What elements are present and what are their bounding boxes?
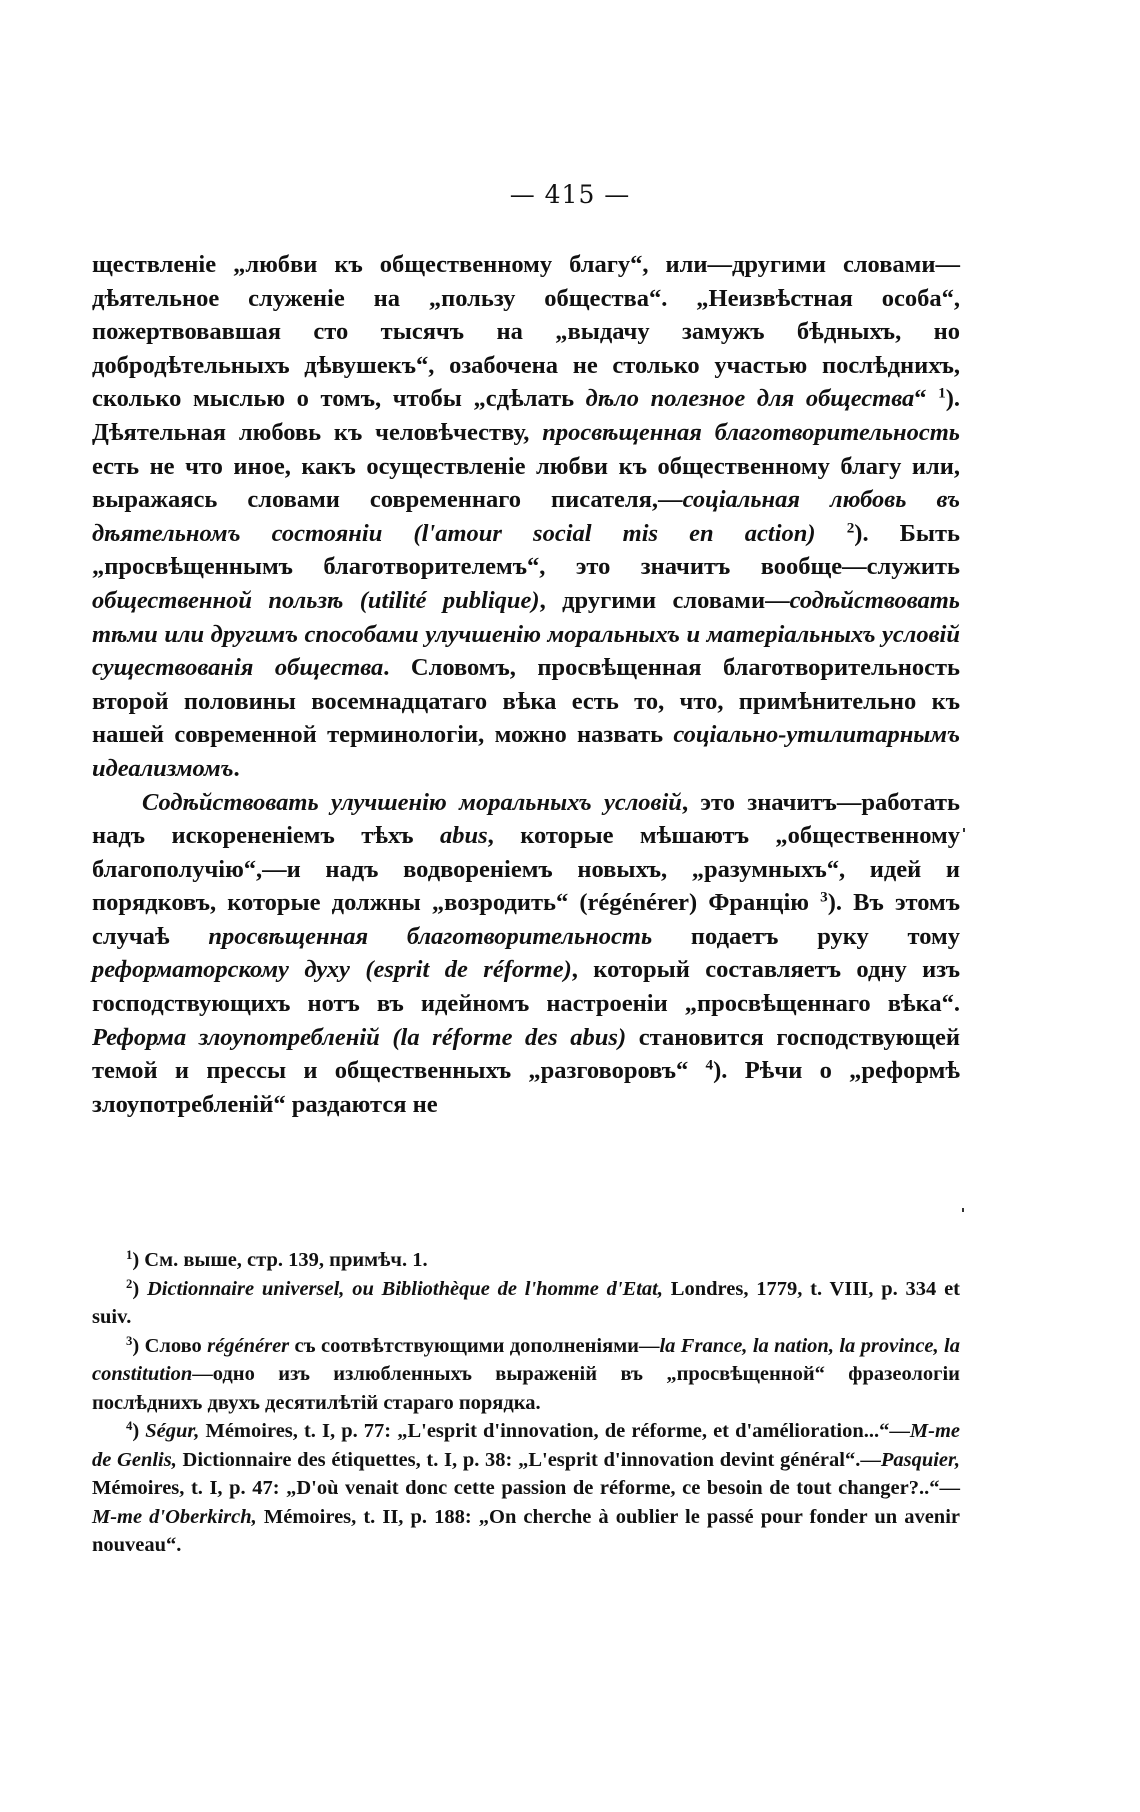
italic-text: реформаторскому духу (esprit de réforme) [92,956,572,984]
italic-text: соціальная любовь въ дѣятельномъ состояніи (l'amour social mis en action) [92,486,961,547]
text-run: ). Быть „просвѣщеннымъ благотворителемъ“, это значитъ вообще—служить [92,519,960,581]
footnote-2 [92,1275,960,1332]
text-run: Mémoires, t. I, p. 47: „D'où venait donc cette passion de réforme, ce besoin de tout changer?..“— [92,1477,960,1499]
italic-text: Ségur, [145,1420,200,1442]
footnote-ref: 3 [820,888,828,906]
italic-text: Dictionnaire universel, ou Bibliothèque de l'homme d'Etat, [146,1277,664,1300]
text-run: Mémoires, t. II, p. 188: „On cherche à oublier le passé pour fonder un avenir nouveau“. [92,1505,960,1556]
italic-text: abus [439,822,488,850]
footnote-3 [92,1332,960,1418]
text-run: подаетъ руку тому [652,922,960,950]
text-run: Londres, 1779, t. VIII, p. 334 et suiv. [92,1277,960,1328]
italic-text: общественной пользѣ (utilité publique) [92,586,540,614]
footnote-ref: 1 [126,1248,133,1263]
footnote-ref: 2 [846,519,855,537]
footnote-1 [92,1246,960,1275]
text-run: есть не что иное, какъ осуществленіе любви къ общественному благу или, выражаясь словами современнаго писателя,— [92,452,960,514]
text-run: Dictionnaire des étiquettes, t. I, p. 38: „L'esprit d'innovation devint général“.— [176,1448,881,1471]
text-run: ) [132,1420,146,1442]
italic-text: M-me de Genlis, [92,1420,961,1471]
footnote-ref: 4 [126,1419,133,1434]
text-run: —одно изъ излюбленныхъ выраженій въ „просвѣщенной“ фразеологіи послѣднихъ двухъ десятилѣтій стараго порядка. [92,1363,960,1414]
footnotes [92,1246,960,1560]
text-run: , которые мѣшаютъ „общественному благополучію“,—и надъ водвореніемъ новыхъ, „разумныхъ“, идей и порядковъ, которые должны „возродить“ (régénérer) Францію [92,822,960,917]
text-run: , другими словами— [539,586,790,614]
italic-text: M-me d'Oberkirch, [92,1505,257,1528]
text-run: ) Слово [132,1334,208,1357]
italic-text: содѣйствовать тѣми или другимъ способами улучшенію моральныхъ и матеріальныхъ условій существованія общества [92,586,960,682]
paragraph-2 [92,786,960,1122]
italic-text: Содѣйствовать улучшенію моральныхъ условій [142,788,682,816]
italic-text: просвѣщенная благотворительность [542,418,961,446]
text-run: “ [914,385,939,413]
footnote-ref: 1 [938,385,946,403]
footnote-ref: 2 [126,1276,133,1291]
italic-text: Реформа злоупотребленій (la réforme des abus) [92,1023,627,1051]
text-run: . [233,754,240,782]
footnote-4 [92,1417,960,1560]
text-run: ). Въ этомъ случаѣ [92,889,960,950]
italic-text: régénérer [207,1334,290,1357]
italic-text: дѣло полезное для общества [585,385,915,413]
text-run: , это значитъ—работать надъ искорененіемъ тѣхъ [92,788,961,850]
main-text [92,248,960,1121]
text-run: ) [132,1277,147,1300]
stray-mark [963,828,965,832]
footnote-ref: 3 [126,1333,133,1348]
footnote-ref: 4 [705,1056,714,1074]
italic-text: соціально-утилитарнымъ идеализмомъ [92,721,960,782]
text-run: становится господствующей темой и прессы и общественныхъ „разговоровъ“ [92,1023,960,1085]
italic-text: просвѣщенная благотворительность [208,922,653,950]
text-run [816,520,847,547]
text-run: ществленіе „любви къ общественному благу“, или—другими словами—дѣятельное служеніе на „пользу общества“. „Неизвѣстная особа“, пожертвовавшая сто тысячъ на „выдачу замужъ бѣдныхъ, но добродѣтельныхъ дѣвушекъ“, озабочена не столько участью послѣднихъ, сколько мыслью о томъ, чтобы „сдѣлать [92,251,960,413]
text-run: . Словомъ, просвѣщенная благотворительность второй половины восемнадцатаго вѣка есть то, что, примѣнительно къ нашей современной терминологіи, можно назвать [92,654,960,749]
stray-mark [962,1208,964,1212]
italic-text: Pasquier, [880,1448,960,1471]
italic-text: la France, la nation, la province, la constitution [92,1334,960,1385]
paragraph-1 [92,248,960,786]
page-number: — 415 — [509,180,631,209]
text-run: ) См. выше, стр. 139, примѣч. 1. [132,1249,428,1271]
text-run: Mémoires, t. I, p. 77: „L'esprit d'innovation, de réforme, et d'amélioration...“— [199,1420,910,1442]
text-run: , который составляетъ одну изъ господствующихъ нотъ въ идейномъ настроеніи „просвѣщеннаго вѣка“. [92,956,960,1018]
text-run: съ соотвѣтствующими дополненіями— [289,1334,660,1357]
text-run: ). Рѣчи о „реформѣ злоупотребленій“ раздаются не [92,1057,961,1118]
text-run: ). Дѣятельная любовь къ человѣчеству, [92,385,960,446]
